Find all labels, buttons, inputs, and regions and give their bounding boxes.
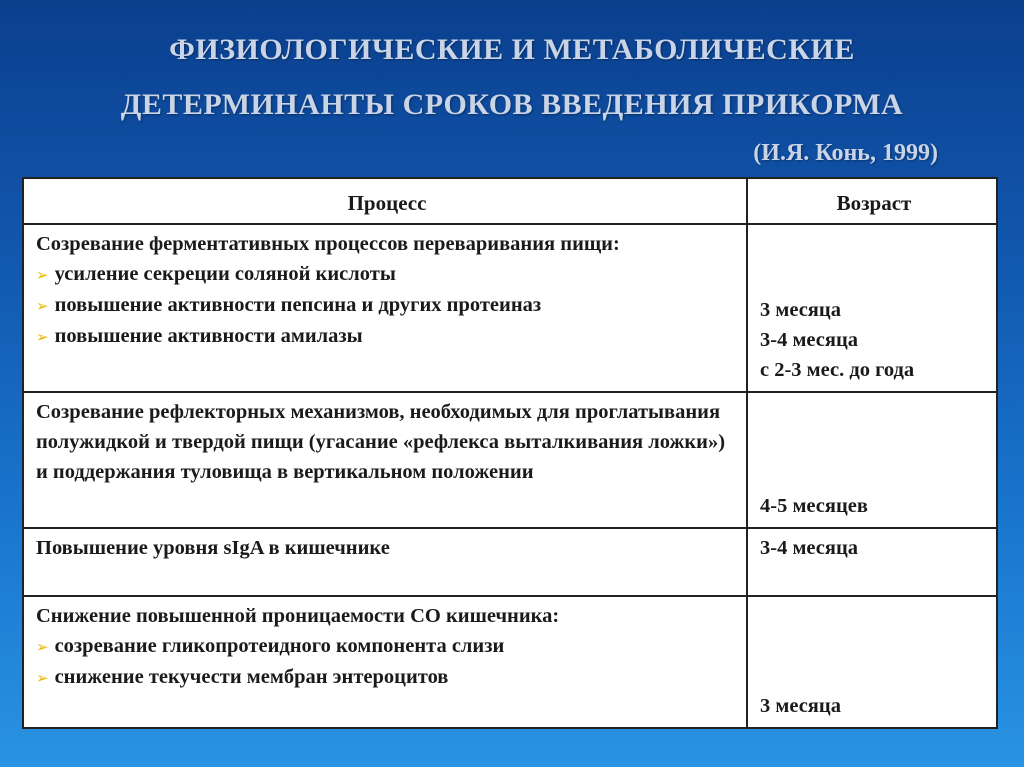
list-item: ➢ повышение активности пепсина и других протеиназ xyxy=(36,294,542,316)
table-row xyxy=(23,224,997,392)
process-cell xyxy=(23,224,747,392)
process-age-table xyxy=(22,177,998,729)
age-cell xyxy=(747,392,997,528)
arrow-bullet-icon: ➢ xyxy=(36,297,49,315)
title-line-2: ДЕТЕРМИНАНТЫ СРОКОВ ВВЕДЕНИЯ ПРИКОРМА xyxy=(120,88,904,121)
age-value: 3-4 месяца xyxy=(760,537,859,559)
arrow-bullet-icon: ➢ xyxy=(36,266,49,284)
list-item: ➢ созревание гликопротеидного компонента слизи xyxy=(36,635,505,657)
age-value: 4-5 месяцев xyxy=(760,495,868,517)
age-value: с 2-3 мес. до года xyxy=(760,359,915,381)
age-cell xyxy=(747,596,997,728)
process-text: Снижение повышенной проницаемости СО кишечника: xyxy=(36,605,560,627)
process-text: Созревание ферментативных процессов переваривания пищи: xyxy=(36,233,620,255)
table-row xyxy=(23,528,997,596)
process-cell xyxy=(23,528,747,596)
process-text: Созревание рефлекторных механизмов, необходимых для проглатывания полужидкой и твердой пищи (угасание «рефлекса выталкивания ложки») и поддержания туловища в вертикальном положении xyxy=(36,401,726,483)
process-text: Повышение уровня sIgA в кишечнике xyxy=(36,537,390,559)
header-age: Возраст xyxy=(747,178,997,224)
header-process: Процесс xyxy=(23,178,747,224)
process-cell xyxy=(23,596,747,728)
age-value: 3 месяца xyxy=(760,299,841,321)
arrow-bullet-icon: ➢ xyxy=(36,638,49,656)
list-item: ➢ повышение активности амилазы xyxy=(36,325,363,347)
arrow-bullet-icon: ➢ xyxy=(36,328,49,346)
table-header-row xyxy=(23,178,997,224)
title-line-1: ФИЗИОЛОГИЧЕСКИЕ И МЕТАБОЛИЧЕСКИЕ xyxy=(169,33,855,66)
table-row xyxy=(23,392,997,528)
author-citation: (И.Я. Конь, 1999) xyxy=(753,140,938,166)
list-item: ➢ снижение текучести мембран энтероцитов xyxy=(36,666,449,688)
age-value: 3-4 месяца xyxy=(760,329,859,351)
table-row xyxy=(23,596,997,728)
age-cell xyxy=(747,528,997,596)
age-cell xyxy=(747,224,997,392)
process-cell xyxy=(23,392,747,528)
arrow-bullet-icon: ➢ xyxy=(36,669,49,687)
list-item: ➢ усиление секреции соляной кислоты xyxy=(36,263,396,285)
slide-title xyxy=(0,22,1024,132)
age-value: 3 месяца xyxy=(760,695,841,717)
